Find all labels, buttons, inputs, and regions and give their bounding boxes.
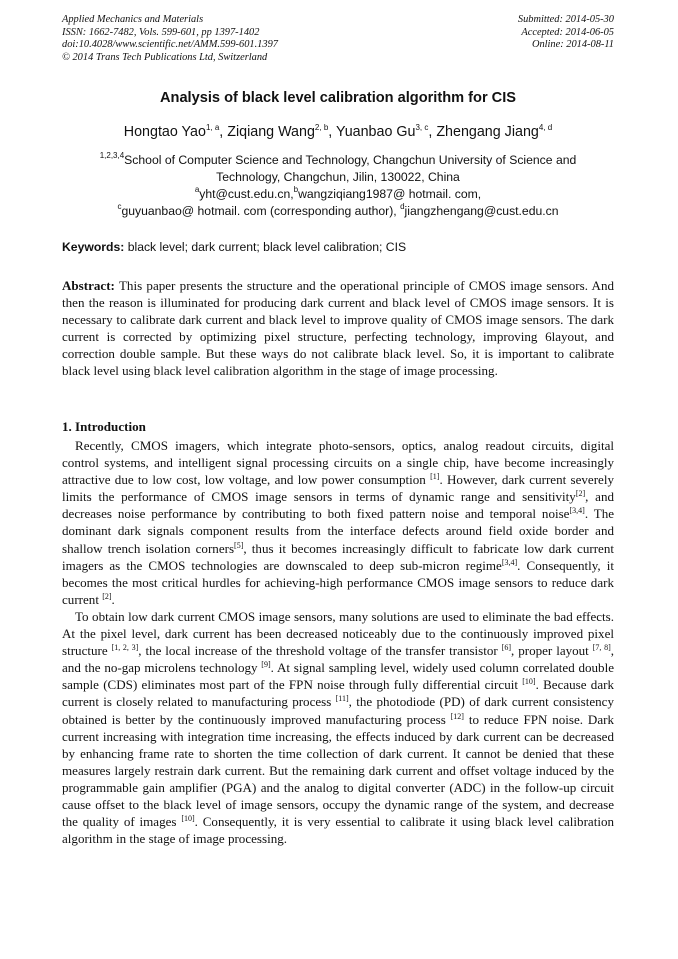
text-run: Recently, CMOS imagers, which integrate photo-sensors, optics, analog readout circuits, digital control systems, and intelligent signal processing circuits on a single chip, have become increasingly attractive due to low cost, low voltage, and low power consumption (62, 438, 614, 488)
text-run: , the local increase of the threshold voltage of the transfer transistor (138, 643, 502, 659)
text-run: To obtain low dark current CMOS image sensors, many solutions are used to eliminate the bad effects. At the pixel level, dark current has been decreased noticeably due to the continuously improved pixel structure (62, 608, 614, 659)
journal-name: Applied Mechanics and Materials (62, 14, 204, 25)
citation-ref: [6] (501, 643, 512, 653)
text-run: , and the no-gap microlens technology (62, 643, 614, 676)
author-affil-mark: 3, c (415, 123, 429, 132)
section-heading: 1. Introduction (62, 419, 146, 434)
submitted-date: Submitted: 2014-05-30 (517, 14, 614, 25)
keywords-text: black level; dark current; black level calibration; CIS (127, 240, 407, 254)
text-run: , proper layout (511, 643, 593, 659)
citation-ref: [1, 2, 3] (111, 643, 139, 653)
author-name: Ziqiang Wang (227, 124, 315, 140)
journal-doi: doi:10.4028/www.scientific.net/AMM.599-601.1397 (62, 39, 278, 50)
text-run: . Consequently, it becomes the most critical hurdles for achieving-high performance CMOS image sensors to reduce dark current (62, 557, 615, 607)
author-name: Yuanbao Gu (335, 124, 416, 140)
text-run: , thus it becomes increasingly difficult to fabricate low dark current imagers as the CMOS technologies are downscaled to deep sub-micron regime (62, 540, 614, 573)
text-run: . Consequently, it is very essential to calibrate it using black level calibration algorithm in the stage of image processing. (62, 814, 615, 847)
citation-ref: [2] (102, 591, 112, 601)
abstract (62, 277, 614, 380)
affiliation-block (62, 152, 614, 220)
text-run: . The dominant dark signals component results from the interface defects around field oxide border and shallow trench isolation corners (62, 506, 615, 556)
introduction-body (62, 437, 614, 847)
email-line: $^c$guyuanbao@ hotmail. com (corresponding author), $^d$jiangzhengang@cust.edu.cn (117, 202, 559, 218)
author-affil-mark: 1, a (205, 123, 220, 132)
paragraph (62, 608, 614, 847)
text-run: to reduce FPN noise. Dark current increasing with integration time increasing, the effects induced by dark current can be decreased by enhancing frame rate to shorten the time collection of dark current. It cannot be denied that these measures largely restrain dark current. But the remaining dark current and offset voltage induced by the programmable gain amplifier (PGA) and the analog to digital converter (ADC) in the follow-up circuit cause offset to the black level of image sensors, occupy the dynamic range of the system, and decrease the quality of images (62, 711, 614, 830)
email-line: $^a$yht@cust.edu.cn,$^b$wangziqiang1987@ hotmail. com, (194, 185, 482, 201)
affiliation-line: $^{1,2,3,4}$School of Computer Science and Technology, Changchun University of Science and (99, 151, 577, 167)
accepted-date: Accepted: 2014-06-05 (521, 26, 614, 38)
citation-ref: [12] (450, 711, 464, 721)
citation-ref: [5] (234, 540, 244, 550)
text-run: . At signal sampling level, widely used column correlated double sample (CDS) eliminates most part of the FPN noise through fully differential circuit (62, 660, 614, 693)
journal-issn: ISSN: 1662-7482, Vols. 599-601, pp 1397-1402 (62, 26, 260, 38)
text-run: . (111, 591, 115, 607)
text-run: . Because dark current is closely related to manufacturing process (62, 677, 614, 710)
author-name: Zhengang Jiang (436, 124, 539, 140)
keywords (62, 240, 622, 254)
abstract-text: This paper presents the structure and the operational principle of CMOS image sensors. And then the reason is illuminated for producing dark current and black level of CMOS image sensors. It is necessary to calibrate dark current and black level to improve quality of CMOS image sensors. The dark current is corrected by optimizing pixel structure, perfecting technology, improving 6layout, and correction double sample. But these ways do not calibrate black level. So, it is important to calibrate black level using black level calibration algorithm in the stage of image processing. (62, 278, 614, 379)
author-affil-mark: 4, d (538, 123, 553, 132)
citation-ref: [10] (181, 814, 195, 824)
citation-ref: [3,4] (501, 557, 518, 567)
citation-ref: [3,4] (569, 506, 585, 516)
journal-header (62, 14, 392, 64)
text-run: . However, dark current severely limits the performance of CMOS image sensors in terms of dynamic range and sensitivity (62, 472, 614, 505)
journal-copyright: © 2014 Trans Tech Publications Ltd, Switzerland (62, 51, 268, 63)
dates-header (394, 14, 614, 52)
citation-ref: [1] (430, 472, 440, 482)
text-run: , the photodiode (PD) of dark current consistency obtained is better by the continuously improved manufacturing process (62, 694, 614, 727)
author-name: Hongtao Yao (123, 124, 206, 140)
citation-ref: [9] (261, 660, 271, 670)
abstract-label: Abstract: (62, 278, 115, 293)
affiliation-line: Technology, Changchun, Jilin, 130022, China (216, 170, 460, 184)
citation-ref: [2] (575, 489, 586, 499)
paragraph (62, 437, 614, 608)
citation-ref: [11] (335, 694, 349, 704)
citation-ref: [10] (522, 677, 536, 687)
author-affil-mark: 2, b (314, 123, 329, 132)
online-date: Online: 2014-08-11 (531, 39, 614, 50)
citation-ref: [7, 8] (592, 643, 611, 653)
author-list: Hongtao Yao$^{1, a}$, Ziqiang Wang$^{2, b}$, Yuanbao Gu$^{3, c}$, Zhengang Jiang$^{4, d}$ (123, 123, 553, 140)
text-run: , and decreases noise performance by contributing to both fixed pattern noise and temporal noise (62, 489, 614, 522)
keywords-label: Keywords: (62, 240, 125, 254)
paper-title: Analysis of black level calibration algorithm for CIS (159, 90, 517, 106)
